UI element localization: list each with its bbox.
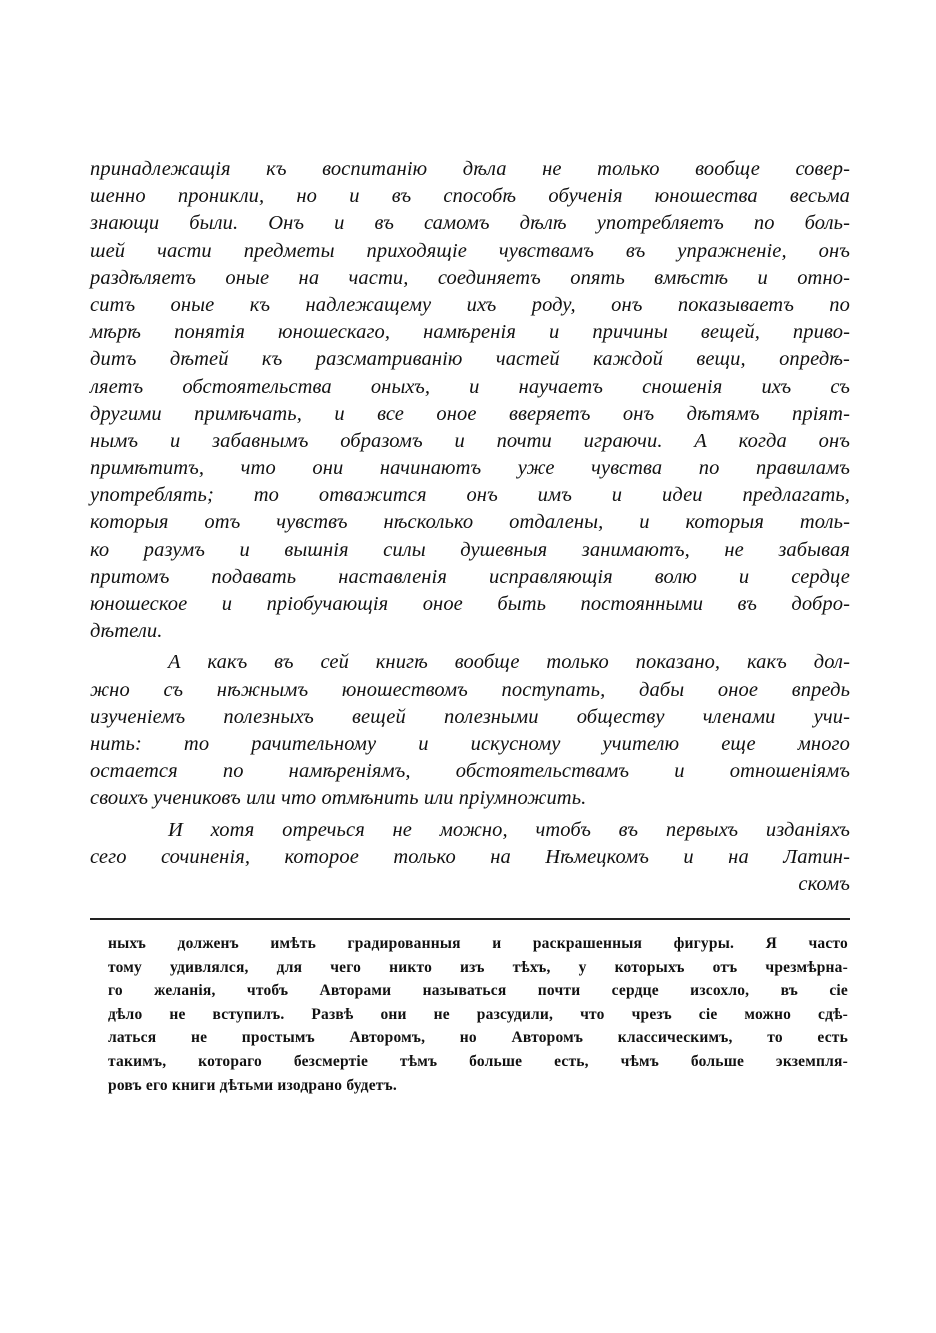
text-line: шенно проникли, но и въ способѣ обученія юношества весьма — [90, 185, 850, 208]
footnote-line: тому удивлялся, для чего никто изъ тѣхъ, у которыхъ отъ чрезмѣрна- — [108, 958, 848, 976]
text-line: мѣрѣ понятія юношескаго, намѣренія и причины вещей, приво- — [90, 321, 850, 344]
text-line: принадлежащія къ воспитанію дѣла не только вообще совер- — [90, 158, 850, 180]
paragraph-3 — [90, 817, 850, 899]
text-line: примѣтитъ, что они начинаютъ уже чувства по правиламъ — [90, 457, 850, 480]
footnote-line: латься не простымъ Авторомъ, но Авторомъ классическимъ, то есть — [108, 1029, 848, 1047]
text-line: ситъ оные къ надлежащему ихъ роду, онъ показываетъ по — [90, 293, 850, 316]
footnote-line: такимъ, котораго безсмертіе тѣмъ больше есть, чѣмъ больше экземпля- — [108, 1052, 848, 1070]
text-line: притомъ подавать наставленія исправляющія волю и сердце — [90, 565, 850, 588]
footnote-line: го желанія, чтобъ Авторами называться почти сердце изсохло, въ сіе — [108, 982, 848, 1000]
text-line: И хотя отречься не можно, чтобъ въ первыхъ изданіяхъ — [168, 818, 850, 841]
text-line: юношеское и пріобучающія оное быть постоянными въ добро- — [90, 593, 850, 615]
text-line: дѣтели. — [90, 620, 163, 643]
footnote-separator — [90, 918, 850, 920]
text-line: другими примѣчать, и все оное вверяетъ онъ дѣтямъ пріят- — [90, 402, 850, 425]
text-line: А какъ въ сей книгѣ вообще только показано, какъ дол- — [168, 651, 850, 674]
text-line: ляетъ обстоятельства оныхъ, и научаетъ сношенія ихъ съ — [90, 375, 850, 398]
text-line: употреблять; то отважится онъ имъ и идеи предлагать, — [90, 484, 850, 507]
text-line: которыя отъ чувствъ нѣсколько отдалены, и которыя толь- — [90, 511, 850, 534]
text-line: шей части предметы приходящіе чувствамъ въ упражненіе, онъ — [90, 239, 850, 262]
footnote-line: дѣло не вступилъ. Развѣ они не разсудили, что чрезъ сіе можно сдѣ- — [108, 1005, 848, 1023]
text-line: ко разумъ и вышнія силы душевныя занимаютъ, не забывая — [90, 538, 850, 561]
main-text-body — [90, 156, 850, 898]
footnote-line: ныхъ долженъ имѣть градированныя и раскрашенныя фигуры. Я часто — [108, 935, 848, 952]
text-line: изученіемъ полезныхъ вещей полезными обществу членами учи- — [90, 705, 850, 728]
footnote-line: ровъ его книги дѣтьми изодрано будетъ. — [108, 1076, 397, 1094]
text-line: жно съ нѣжнымъ юношествомъ поступать, дабы оное впредь — [90, 678, 850, 701]
text-line: своихъ учениковъ или что отмѣнить или пріумножить. — [90, 787, 587, 810]
text-line: остается по намѣреніямъ, обстоятельствамъ и отношеніямъ — [90, 760, 850, 783]
text-line: нить: то рачительному и искусному учителю еще много — [90, 732, 850, 755]
footnote — [108, 932, 848, 1097]
paragraph-2 — [90, 649, 850, 812]
text-line: дитъ дѣтей къ разсматриванію частей каждой вещи, опредѣ- — [90, 348, 850, 371]
text-line: сего сочиненія, которое только на Нѣмецкомъ и на Латин- — [90, 845, 850, 868]
text-line: нымъ и забавнымъ образомъ и почти играючи. А когда онъ — [90, 429, 850, 452]
catchword: скомъ — [798, 872, 850, 895]
text-line: раздѣляетъ оные на части, соединяетъ опять вмѣстѣ и отно- — [90, 266, 850, 289]
paragraph-1 — [90, 156, 850, 645]
text-line: знающи были. Онъ и въ самомъ дѣлѣ употребляетъ по боль- — [90, 212, 850, 235]
